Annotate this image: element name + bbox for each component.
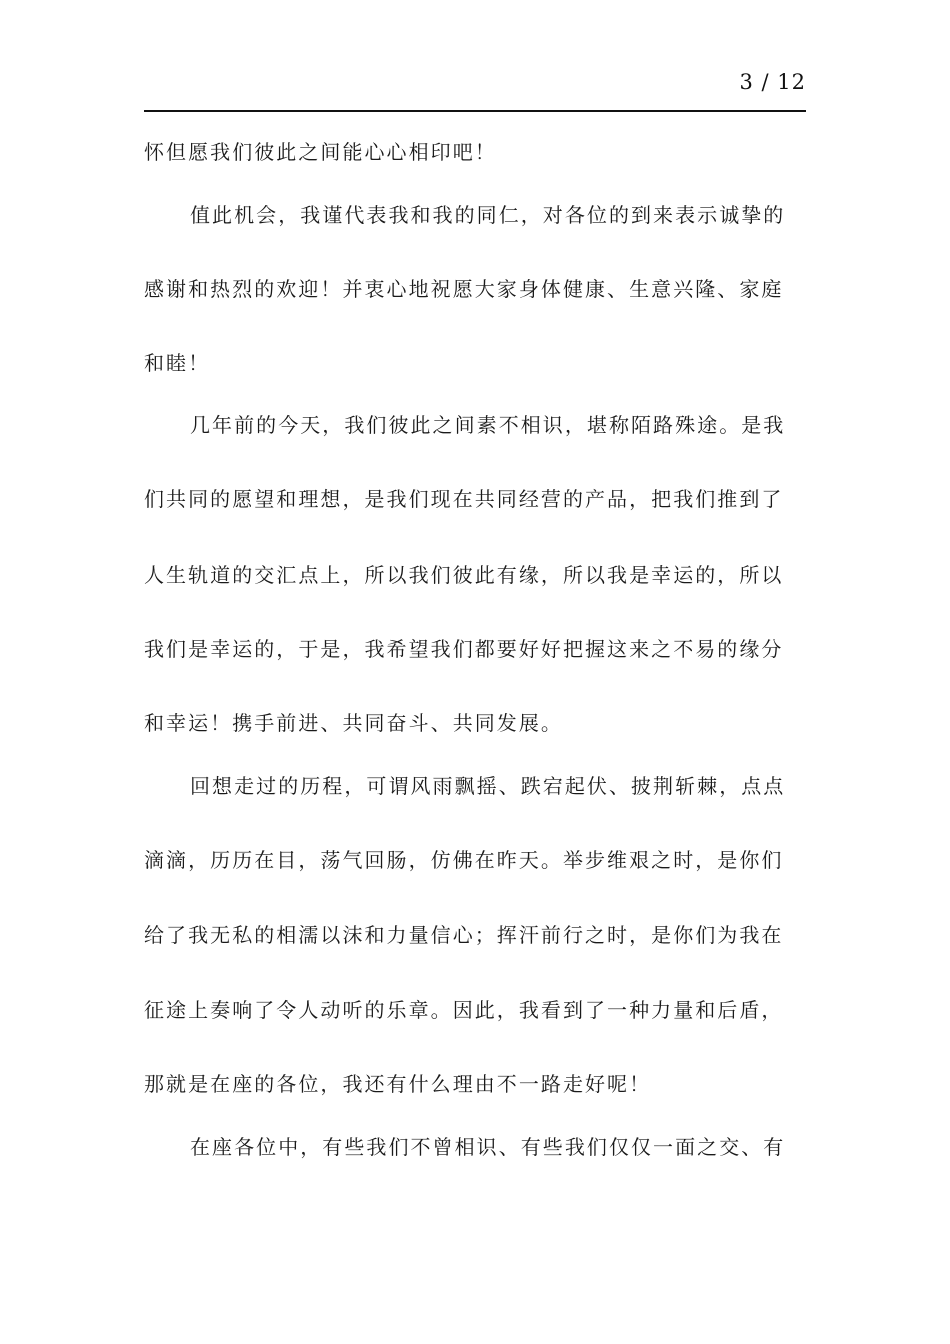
text-line: 征途上奏响了令人动听的乐章。因此，我看到了一种力量和后盾， [144, 998, 784, 1022]
text-line: 人生轨道的交汇点上，所以我们彼此有缘，所以我是幸运的，所以 [144, 563, 784, 587]
text-line: 和睦！ [144, 351, 211, 375]
text-line: 我们是幸运的，于是，我希望我们都要好好把握这来之不易的缘分 [144, 637, 784, 661]
paragraph-first-line: 回想走过的历程，可谓风雨飘摇、跌宕起伏、披荆斩棘，点点 [190, 774, 786, 798]
text-line: 滴滴，历历在目，荡气回肠，仿佛在昨天。举步维艰之时，是你们 [144, 848, 784, 872]
header-divider [144, 110, 806, 112]
page-number: 3 / 12 [739, 70, 806, 94]
text-line: 们共同的愿望和理想，是我们现在共同经营的产品，把我们推到了 [144, 487, 784, 511]
paragraph-first-line: 几年前的今天，我们彼此之间素不相识，堪称陌路殊途。是我 [190, 413, 786, 437]
text-line: 感谢和热烈的欢迎！并衷心地祝愿大家身体健康、生意兴隆、家庭 [144, 277, 784, 301]
text-line: 怀但愿我们彼此之间能心心相印吧！ [144, 140, 497, 164]
paragraph-first-line: 在座各位中，有些我们不曾相识、有些我们仅仅一面之交、有 [190, 1135, 786, 1159]
text-line: 和幸运！携手前进、共同奋斗、共同发展。 [144, 711, 563, 735]
paragraph-first-line: 值此机会，我谨代表我和我的同仁，对各位的到来表示诚挚的 [190, 203, 786, 227]
text-line: 给了我无私的相濡以沫和力量信心；挥汗前行之时，是你们为我在 [144, 923, 784, 947]
text-line: 那就是在座的各位，我还有什么理由不一路走好呢！ [144, 1072, 652, 1096]
